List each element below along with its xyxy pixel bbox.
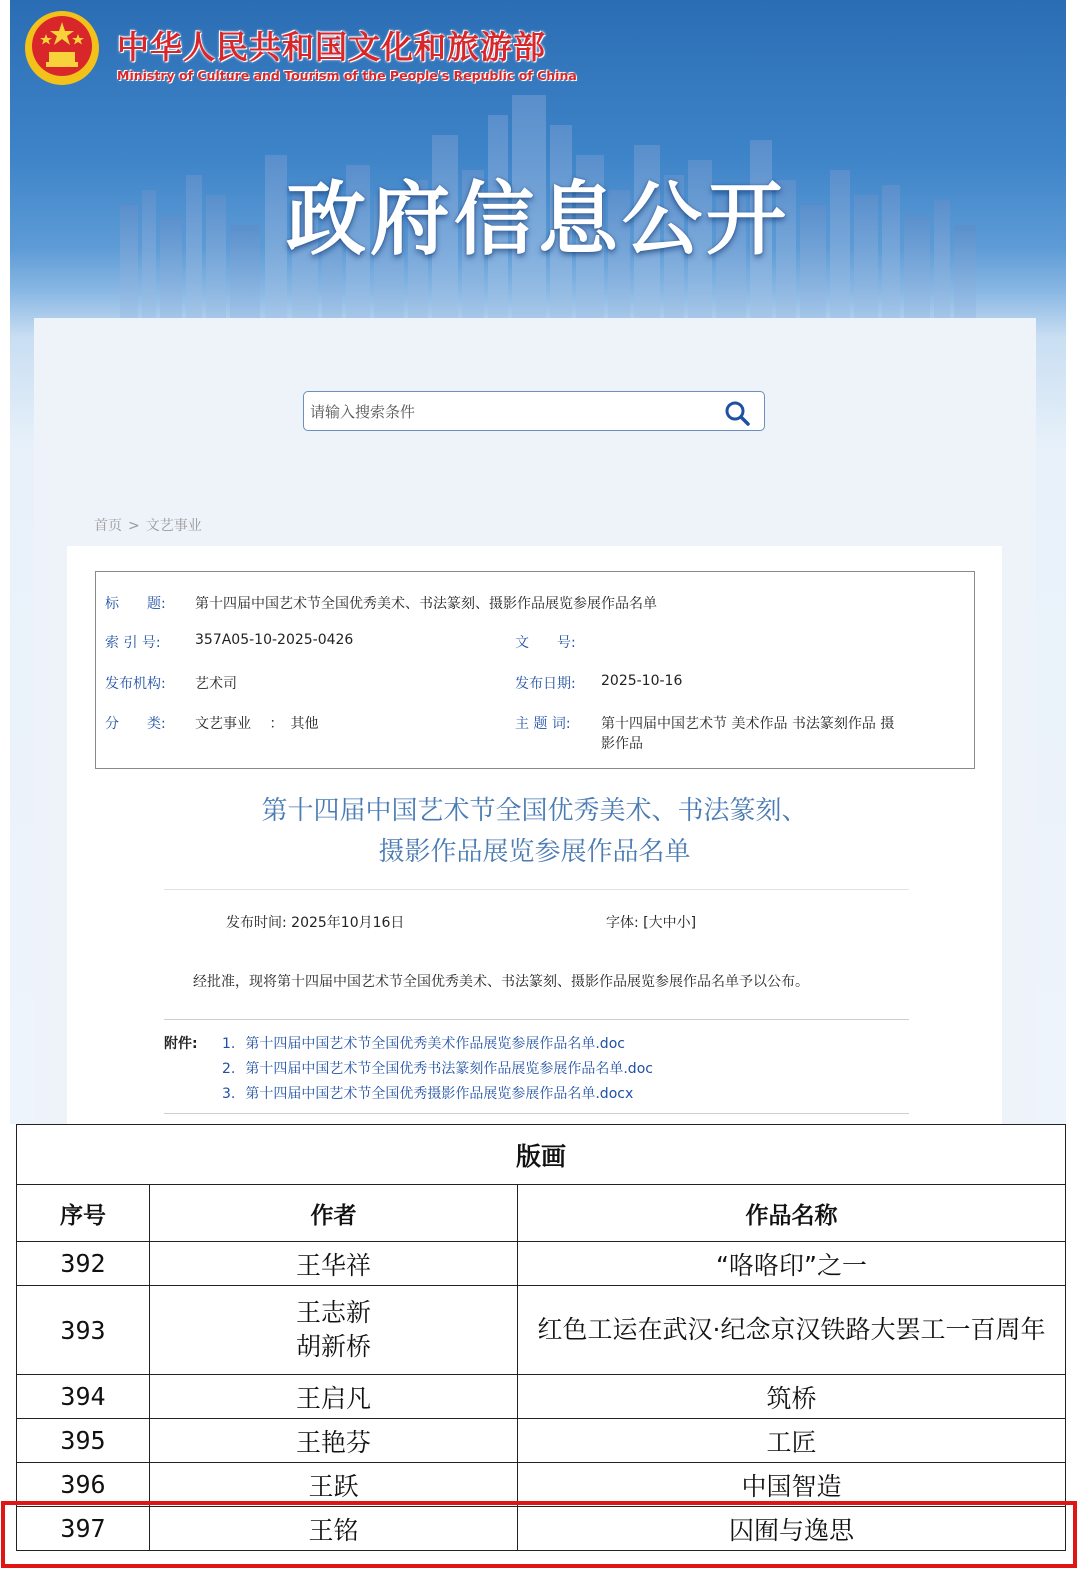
font-medium-button[interactable]: 中 [662,915,677,931]
meta-category-value: 文艺事业 ： 其他 [195,716,319,732]
row-author: 王志新 [295,1298,371,1327]
attachment-link-3[interactable] [222,1083,633,1103]
article-card [67,546,1002,1124]
row-author: 王启凡 [150,1375,518,1419]
meta-title-value: 第十四届中国艺术节全国优秀美术、书法篆刻、摄影作品展览参展作品名单 [195,596,657,612]
row-number: 396 [17,1463,150,1507]
table-row [17,1242,1066,1286]
ministry-name-en: Ministry of Culture and Tourism of the People's Republic of China [117,68,577,83]
row-author: 王跃 [150,1463,518,1507]
attachments-label: 附件: [164,1036,198,1052]
divider [164,1113,909,1114]
row-work-title: 囚囿与逸思 [518,1507,1066,1551]
article-title [67,791,1002,873]
table-row-highlighted [17,1507,1066,1551]
row-author: 胡新桥 [295,1332,371,1361]
font-size-label: 字体: [ [606,915,649,931]
row-work-title: 筑桥 [518,1375,1066,1419]
table-row [17,1286,1066,1375]
breadcrumb [94,515,202,535]
meta-keywords-label: 主 题 词: [515,716,571,732]
attachment-link-2[interactable] [222,1058,653,1078]
breadcrumb-current-link[interactable]: 文艺事业 [145,518,202,534]
font-large-button[interactable]: 大 [648,915,663,931]
meta-keywords-line2: 影作品 [601,736,643,752]
ministry-name-cn: 中华人民共和国文化和旅游部 [117,28,547,66]
intro-paragraph: 经批准，现将第十四届中国艺术节全国优秀美术、书法篆刻、摄影作品展览参展作品名单予以公布。 [193,974,809,990]
divider [164,1019,909,1020]
column-header-author: 作者 [150,1185,518,1242]
search-input[interactable] [308,398,712,426]
row-number: 392 [17,1242,150,1286]
attachment-name: 第十四届中国艺术节全国优秀美术作品展览参展作品名单.doc [245,1036,625,1052]
row-number: 395 [17,1419,150,1463]
attachment-name: 第十四届中国艺术节全国优秀书法篆刻作品展览参展作品名单.doc [245,1061,653,1077]
national-emblem-logo[interactable] [22,8,102,88]
breadcrumb-separator: > [128,518,140,534]
banner-title: 政府信息公开 [286,172,790,266]
font-small-button[interactable]: 小 [676,915,691,931]
meta-date-label: 发布日期: [515,676,576,692]
table-row [17,1375,1066,1419]
font-size-bracket: ] [690,915,697,931]
article-title-line2: 摄影作品展览参展作品名单 [378,837,691,867]
row-author: 王华祥 [150,1242,518,1286]
table-row [17,1419,1066,1463]
meta-index-value: 357A05-10-2025-0426 [195,632,354,648]
row-number: 397 [17,1507,150,1551]
row-work-title: “咯咯印”之一 [518,1242,1066,1286]
table-row [17,1463,1066,1507]
site-screenshot [10,0,1066,1124]
attachment-link-1[interactable] [222,1033,625,1053]
font-size-control [606,912,696,932]
row-author: 王铭 [150,1507,518,1551]
attachment-number: 2. [222,1061,236,1077]
meta-date-value: 2025-10-16 [601,673,683,689]
search-box [303,391,765,431]
meta-docno-label: 文 号: [515,635,576,651]
row-number: 393 [17,1286,150,1375]
prints-table [16,1124,1066,1551]
row-author: 王艳芬 [150,1419,518,1463]
meta-title-label: 标 题: [105,596,166,612]
column-header-work-title: 作品名称 [518,1185,1066,1242]
row-work-title: 工匠 [518,1419,1066,1463]
publish-time: 发布时间: 2025年10月16日 [226,915,405,931]
meta-org-label: 发布机构: [105,676,166,692]
attachment-name: 第十四届中国艺术节全国优秀摄影作品展览参展作品名单.docx [245,1086,634,1102]
row-work-title: 红色工运在武汉·纪念京汉铁路大罢工一百周年 [518,1286,1066,1375]
table-caption: 版画 [17,1125,1066,1185]
meta-org-value: 艺术司 [195,676,237,692]
prints-table-section [16,1124,1065,1551]
document-meta-box [95,571,975,769]
divider [164,889,909,890]
attachment-number: 3. [222,1086,236,1102]
meta-keywords-line1: 第十四届中国艺术节 美术作品 书法篆刻作品 摄 [601,716,895,732]
article-title-line1: 第十四届中国艺术节全国优秀美术、书法篆刻、 [261,796,808,826]
meta-category-label: 分 类: [105,716,166,732]
search-icon[interactable] [724,400,750,426]
meta-index-label: 索 引 号: [105,635,161,651]
column-header-number: 序号 [17,1185,150,1242]
row-author-cell [150,1286,518,1375]
breadcrumb-home-link[interactable]: 首页 [94,518,122,534]
row-work-title: 中国智造 [518,1463,1066,1507]
row-number: 394 [17,1375,150,1419]
attachment-number: 1. [222,1036,236,1052]
